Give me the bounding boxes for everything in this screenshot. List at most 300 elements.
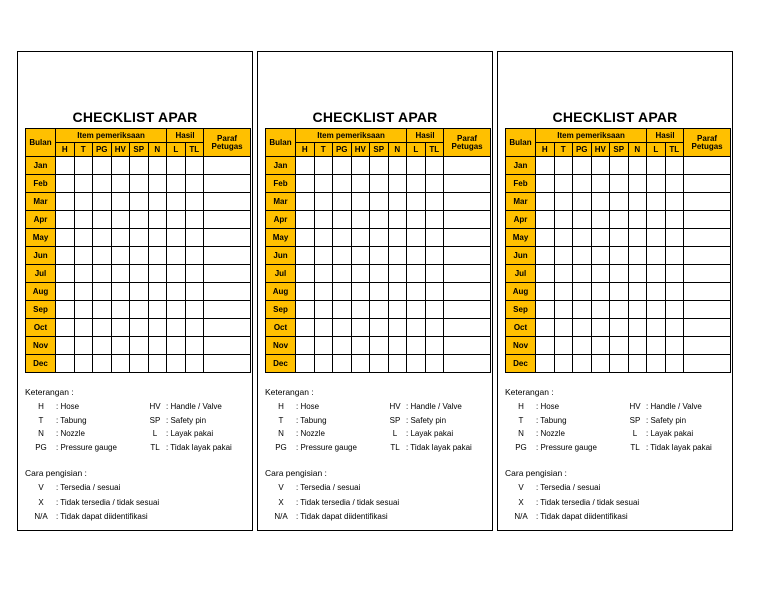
check-cell[interactable] [148, 193, 167, 211]
check-cell[interactable] [684, 265, 731, 283]
check-cell[interactable] [314, 157, 333, 175]
check-cell[interactable] [74, 157, 93, 175]
check-cell[interactable] [204, 175, 251, 193]
check-cell[interactable] [610, 265, 629, 283]
check-cell[interactable] [554, 265, 573, 283]
check-cell[interactable] [296, 211, 315, 229]
check-cell[interactable] [536, 211, 555, 229]
check-cell[interactable] [573, 247, 592, 265]
check-cell[interactable] [370, 337, 389, 355]
check-cell[interactable] [647, 301, 666, 319]
check-cell[interactable] [370, 301, 389, 319]
check-cell[interactable] [388, 157, 407, 175]
check-cell[interactable] [425, 193, 444, 211]
check-cell[interactable] [388, 319, 407, 337]
check-cell[interactable] [554, 211, 573, 229]
check-cell[interactable] [351, 193, 370, 211]
check-cell[interactable] [684, 193, 731, 211]
check-cell[interactable] [647, 355, 666, 373]
check-cell[interactable] [591, 283, 610, 301]
check-cell[interactable] [130, 265, 149, 283]
check-cell[interactable] [425, 229, 444, 247]
check-cell[interactable] [536, 265, 555, 283]
check-cell[interactable] [536, 229, 555, 247]
check-cell[interactable] [444, 193, 491, 211]
check-cell[interactable] [573, 229, 592, 247]
check-cell[interactable] [130, 319, 149, 337]
check-cell[interactable] [407, 355, 426, 373]
check-cell[interactable] [333, 355, 352, 373]
check-cell[interactable] [185, 319, 204, 337]
check-cell[interactable] [425, 355, 444, 373]
check-cell[interactable] [351, 175, 370, 193]
check-cell[interactable] [628, 265, 647, 283]
check-cell[interactable] [370, 211, 389, 229]
check-cell[interactable] [167, 193, 186, 211]
check-cell[interactable] [204, 301, 251, 319]
check-cell[interactable] [93, 247, 112, 265]
check-cell[interactable] [351, 229, 370, 247]
check-cell[interactable] [204, 283, 251, 301]
check-cell[interactable] [148, 265, 167, 283]
check-cell[interactable] [351, 337, 370, 355]
check-cell[interactable] [647, 157, 666, 175]
check-cell[interactable] [573, 355, 592, 373]
check-cell[interactable] [536, 193, 555, 211]
check-cell[interactable] [536, 355, 555, 373]
check-cell[interactable] [425, 283, 444, 301]
check-cell[interactable] [425, 319, 444, 337]
check-cell[interactable] [130, 283, 149, 301]
check-cell[interactable] [665, 319, 684, 337]
check-cell[interactable] [130, 229, 149, 247]
check-cell[interactable] [56, 337, 75, 355]
check-cell[interactable] [647, 265, 666, 283]
check-cell[interactable] [56, 265, 75, 283]
check-cell[interactable] [204, 157, 251, 175]
check-cell[interactable] [425, 211, 444, 229]
check-cell[interactable] [407, 157, 426, 175]
check-cell[interactable] [554, 301, 573, 319]
check-cell[interactable] [536, 175, 555, 193]
check-cell[interactable] [167, 355, 186, 373]
check-cell[interactable] [444, 175, 491, 193]
check-cell[interactable] [684, 229, 731, 247]
check-cell[interactable] [130, 247, 149, 265]
check-cell[interactable] [610, 337, 629, 355]
check-cell[interactable] [93, 355, 112, 373]
check-cell[interactable] [425, 301, 444, 319]
check-cell[interactable] [425, 175, 444, 193]
check-cell[interactable] [444, 229, 491, 247]
check-cell[interactable] [665, 337, 684, 355]
check-cell[interactable] [370, 193, 389, 211]
check-cell[interactable] [573, 319, 592, 337]
check-cell[interactable] [407, 193, 426, 211]
check-cell[interactable] [647, 211, 666, 229]
check-cell[interactable] [444, 247, 491, 265]
check-cell[interactable] [351, 211, 370, 229]
check-cell[interactable] [628, 283, 647, 301]
check-cell[interactable] [333, 229, 352, 247]
check-cell[interactable] [93, 193, 112, 211]
check-cell[interactable] [554, 337, 573, 355]
check-cell[interactable] [130, 301, 149, 319]
check-cell[interactable] [296, 265, 315, 283]
check-cell[interactable] [314, 283, 333, 301]
check-cell[interactable] [665, 175, 684, 193]
check-cell[interactable] [388, 211, 407, 229]
check-cell[interactable] [185, 337, 204, 355]
check-cell[interactable] [573, 265, 592, 283]
check-cell[interactable] [536, 319, 555, 337]
check-cell[interactable] [591, 319, 610, 337]
check-cell[interactable] [204, 355, 251, 373]
check-cell[interactable] [148, 283, 167, 301]
check-cell[interactable] [93, 337, 112, 355]
check-cell[interactable] [684, 175, 731, 193]
check-cell[interactable] [647, 337, 666, 355]
check-cell[interactable] [591, 355, 610, 373]
check-cell[interactable] [111, 229, 130, 247]
check-cell[interactable] [554, 247, 573, 265]
check-cell[interactable] [665, 211, 684, 229]
check-cell[interactable] [56, 301, 75, 319]
check-cell[interactable] [333, 301, 352, 319]
check-cell[interactable] [74, 355, 93, 373]
check-cell[interactable] [351, 319, 370, 337]
check-cell[interactable] [148, 337, 167, 355]
check-cell[interactable] [370, 157, 389, 175]
check-cell[interactable] [628, 355, 647, 373]
check-cell[interactable] [296, 283, 315, 301]
check-cell[interactable] [370, 319, 389, 337]
check-cell[interactable] [591, 229, 610, 247]
check-cell[interactable] [93, 319, 112, 337]
check-cell[interactable] [684, 283, 731, 301]
check-cell[interactable] [407, 265, 426, 283]
check-cell[interactable] [333, 247, 352, 265]
check-cell[interactable] [56, 319, 75, 337]
check-cell[interactable] [204, 337, 251, 355]
check-cell[interactable] [610, 211, 629, 229]
check-cell[interactable] [628, 211, 647, 229]
check-cell[interactable] [148, 211, 167, 229]
check-cell[interactable] [628, 229, 647, 247]
check-cell[interactable] [314, 193, 333, 211]
check-cell[interactable] [167, 337, 186, 355]
check-cell[interactable] [591, 175, 610, 193]
check-cell[interactable] [647, 319, 666, 337]
check-cell[interactable] [314, 175, 333, 193]
check-cell[interactable] [167, 211, 186, 229]
check-cell[interactable] [628, 319, 647, 337]
check-cell[interactable] [333, 283, 352, 301]
check-cell[interactable] [314, 211, 333, 229]
check-cell[interactable] [536, 301, 555, 319]
check-cell[interactable] [554, 283, 573, 301]
check-cell[interactable] [111, 211, 130, 229]
check-cell[interactable] [185, 283, 204, 301]
check-cell[interactable] [610, 229, 629, 247]
check-cell[interactable] [591, 337, 610, 355]
check-cell[interactable] [296, 157, 315, 175]
check-cell[interactable] [388, 301, 407, 319]
check-cell[interactable] [204, 193, 251, 211]
check-cell[interactable] [610, 157, 629, 175]
check-cell[interactable] [444, 211, 491, 229]
check-cell[interactable] [148, 301, 167, 319]
check-cell[interactable] [185, 175, 204, 193]
check-cell[interactable] [407, 283, 426, 301]
check-cell[interactable] [407, 211, 426, 229]
check-cell[interactable] [665, 355, 684, 373]
check-cell[interactable] [684, 337, 731, 355]
check-cell[interactable] [591, 193, 610, 211]
check-cell[interactable] [684, 319, 731, 337]
check-cell[interactable] [185, 211, 204, 229]
check-cell[interactable] [573, 337, 592, 355]
check-cell[interactable] [148, 355, 167, 373]
check-cell[interactable] [130, 337, 149, 355]
check-cell[interactable] [407, 229, 426, 247]
check-cell[interactable] [388, 193, 407, 211]
check-cell[interactable] [351, 265, 370, 283]
check-cell[interactable] [647, 175, 666, 193]
check-cell[interactable] [296, 355, 315, 373]
check-cell[interactable] [684, 301, 731, 319]
check-cell[interactable] [444, 265, 491, 283]
check-cell[interactable] [388, 247, 407, 265]
check-cell[interactable] [74, 229, 93, 247]
check-cell[interactable] [167, 175, 186, 193]
check-cell[interactable] [665, 193, 684, 211]
check-cell[interactable] [610, 283, 629, 301]
check-cell[interactable] [610, 247, 629, 265]
check-cell[interactable] [665, 157, 684, 175]
check-cell[interactable] [610, 355, 629, 373]
check-cell[interactable] [591, 157, 610, 175]
check-cell[interactable] [167, 157, 186, 175]
check-cell[interactable] [56, 175, 75, 193]
check-cell[interactable] [444, 283, 491, 301]
check-cell[interactable] [573, 211, 592, 229]
check-cell[interactable] [370, 247, 389, 265]
check-cell[interactable] [573, 193, 592, 211]
check-cell[interactable] [56, 193, 75, 211]
check-cell[interactable] [591, 301, 610, 319]
check-cell[interactable] [333, 157, 352, 175]
check-cell[interactable] [74, 337, 93, 355]
check-cell[interactable] [111, 193, 130, 211]
check-cell[interactable] [296, 193, 315, 211]
check-cell[interactable] [93, 283, 112, 301]
check-cell[interactable] [333, 265, 352, 283]
check-cell[interactable] [74, 283, 93, 301]
check-cell[interactable] [407, 247, 426, 265]
check-cell[interactable] [130, 157, 149, 175]
check-cell[interactable] [573, 157, 592, 175]
check-cell[interactable] [444, 355, 491, 373]
check-cell[interactable] [444, 157, 491, 175]
check-cell[interactable] [554, 229, 573, 247]
check-cell[interactable] [610, 319, 629, 337]
check-cell[interactable] [610, 301, 629, 319]
check-cell[interactable] [425, 337, 444, 355]
check-cell[interactable] [610, 193, 629, 211]
check-cell[interactable] [314, 337, 333, 355]
check-cell[interactable] [425, 265, 444, 283]
check-cell[interactable] [296, 175, 315, 193]
check-cell[interactable] [93, 157, 112, 175]
check-cell[interactable] [130, 175, 149, 193]
check-cell[interactable] [333, 319, 352, 337]
check-cell[interactable] [204, 265, 251, 283]
check-cell[interactable] [554, 157, 573, 175]
check-cell[interactable] [111, 355, 130, 373]
check-cell[interactable] [591, 247, 610, 265]
check-cell[interactable] [554, 355, 573, 373]
check-cell[interactable] [351, 157, 370, 175]
check-cell[interactable] [130, 355, 149, 373]
check-cell[interactable] [628, 157, 647, 175]
check-cell[interactable] [185, 229, 204, 247]
check-cell[interactable] [407, 175, 426, 193]
check-cell[interactable] [74, 175, 93, 193]
check-cell[interactable] [370, 265, 389, 283]
check-cell[interactable] [351, 283, 370, 301]
check-cell[interactable] [111, 337, 130, 355]
check-cell[interactable] [536, 247, 555, 265]
check-cell[interactable] [591, 211, 610, 229]
check-cell[interactable] [74, 193, 93, 211]
check-cell[interactable] [167, 319, 186, 337]
check-cell[interactable] [628, 301, 647, 319]
check-cell[interactable] [93, 229, 112, 247]
check-cell[interactable] [56, 355, 75, 373]
check-cell[interactable] [93, 211, 112, 229]
check-cell[interactable] [407, 319, 426, 337]
check-cell[interactable] [93, 175, 112, 193]
check-cell[interactable] [647, 229, 666, 247]
check-cell[interactable] [56, 157, 75, 175]
check-cell[interactable] [314, 265, 333, 283]
check-cell[interactable] [296, 229, 315, 247]
check-cell[interactable] [333, 211, 352, 229]
check-cell[interactable] [647, 283, 666, 301]
check-cell[interactable] [684, 355, 731, 373]
check-cell[interactable] [647, 247, 666, 265]
check-cell[interactable] [628, 193, 647, 211]
check-cell[interactable] [148, 247, 167, 265]
check-cell[interactable] [167, 265, 186, 283]
check-cell[interactable] [407, 337, 426, 355]
check-cell[interactable] [333, 175, 352, 193]
check-cell[interactable] [684, 157, 731, 175]
check-cell[interactable] [148, 229, 167, 247]
check-cell[interactable] [444, 301, 491, 319]
check-cell[interactable] [351, 247, 370, 265]
check-cell[interactable] [370, 355, 389, 373]
check-cell[interactable] [314, 301, 333, 319]
check-cell[interactable] [628, 247, 647, 265]
check-cell[interactable] [167, 301, 186, 319]
check-cell[interactable] [573, 283, 592, 301]
check-cell[interactable] [351, 301, 370, 319]
check-cell[interactable] [314, 355, 333, 373]
check-cell[interactable] [684, 247, 731, 265]
check-cell[interactable] [647, 193, 666, 211]
check-cell[interactable] [204, 319, 251, 337]
check-cell[interactable] [333, 337, 352, 355]
check-cell[interactable] [74, 265, 93, 283]
check-cell[interactable] [185, 247, 204, 265]
check-cell[interactable] [665, 301, 684, 319]
check-cell[interactable] [56, 247, 75, 265]
check-cell[interactable] [573, 301, 592, 319]
check-cell[interactable] [314, 319, 333, 337]
check-cell[interactable] [444, 337, 491, 355]
check-cell[interactable] [185, 193, 204, 211]
check-cell[interactable] [628, 175, 647, 193]
check-cell[interactable] [111, 283, 130, 301]
check-cell[interactable] [536, 337, 555, 355]
check-cell[interactable] [370, 175, 389, 193]
check-cell[interactable] [444, 319, 491, 337]
check-cell[interactable] [148, 157, 167, 175]
check-cell[interactable] [111, 247, 130, 265]
check-cell[interactable] [204, 211, 251, 229]
check-cell[interactable] [665, 229, 684, 247]
check-cell[interactable] [130, 193, 149, 211]
check-cell[interactable] [665, 265, 684, 283]
check-cell[interactable] [388, 265, 407, 283]
check-cell[interactable] [130, 211, 149, 229]
check-cell[interactable] [554, 175, 573, 193]
check-cell[interactable] [185, 301, 204, 319]
check-cell[interactable] [56, 229, 75, 247]
check-cell[interactable] [148, 175, 167, 193]
check-cell[interactable] [185, 355, 204, 373]
check-cell[interactable] [554, 319, 573, 337]
check-cell[interactable] [388, 229, 407, 247]
check-cell[interactable] [111, 175, 130, 193]
check-cell[interactable] [388, 283, 407, 301]
check-cell[interactable] [167, 229, 186, 247]
check-cell[interactable] [74, 247, 93, 265]
check-cell[interactable] [684, 211, 731, 229]
check-cell[interactable] [591, 265, 610, 283]
check-cell[interactable] [370, 229, 389, 247]
check-cell[interactable] [314, 229, 333, 247]
check-cell[interactable] [314, 247, 333, 265]
check-cell[interactable] [351, 355, 370, 373]
check-cell[interactable] [74, 301, 93, 319]
check-cell[interactable] [167, 283, 186, 301]
check-cell[interactable] [554, 193, 573, 211]
check-cell[interactable] [407, 301, 426, 319]
check-cell[interactable] [296, 301, 315, 319]
check-cell[interactable] [167, 247, 186, 265]
check-cell[interactable] [370, 283, 389, 301]
check-cell[interactable] [111, 319, 130, 337]
check-cell[interactable] [610, 175, 629, 193]
check-cell[interactable] [74, 211, 93, 229]
check-cell[interactable] [388, 337, 407, 355]
check-cell[interactable] [425, 157, 444, 175]
check-cell[interactable] [296, 337, 315, 355]
check-cell[interactable] [296, 319, 315, 337]
